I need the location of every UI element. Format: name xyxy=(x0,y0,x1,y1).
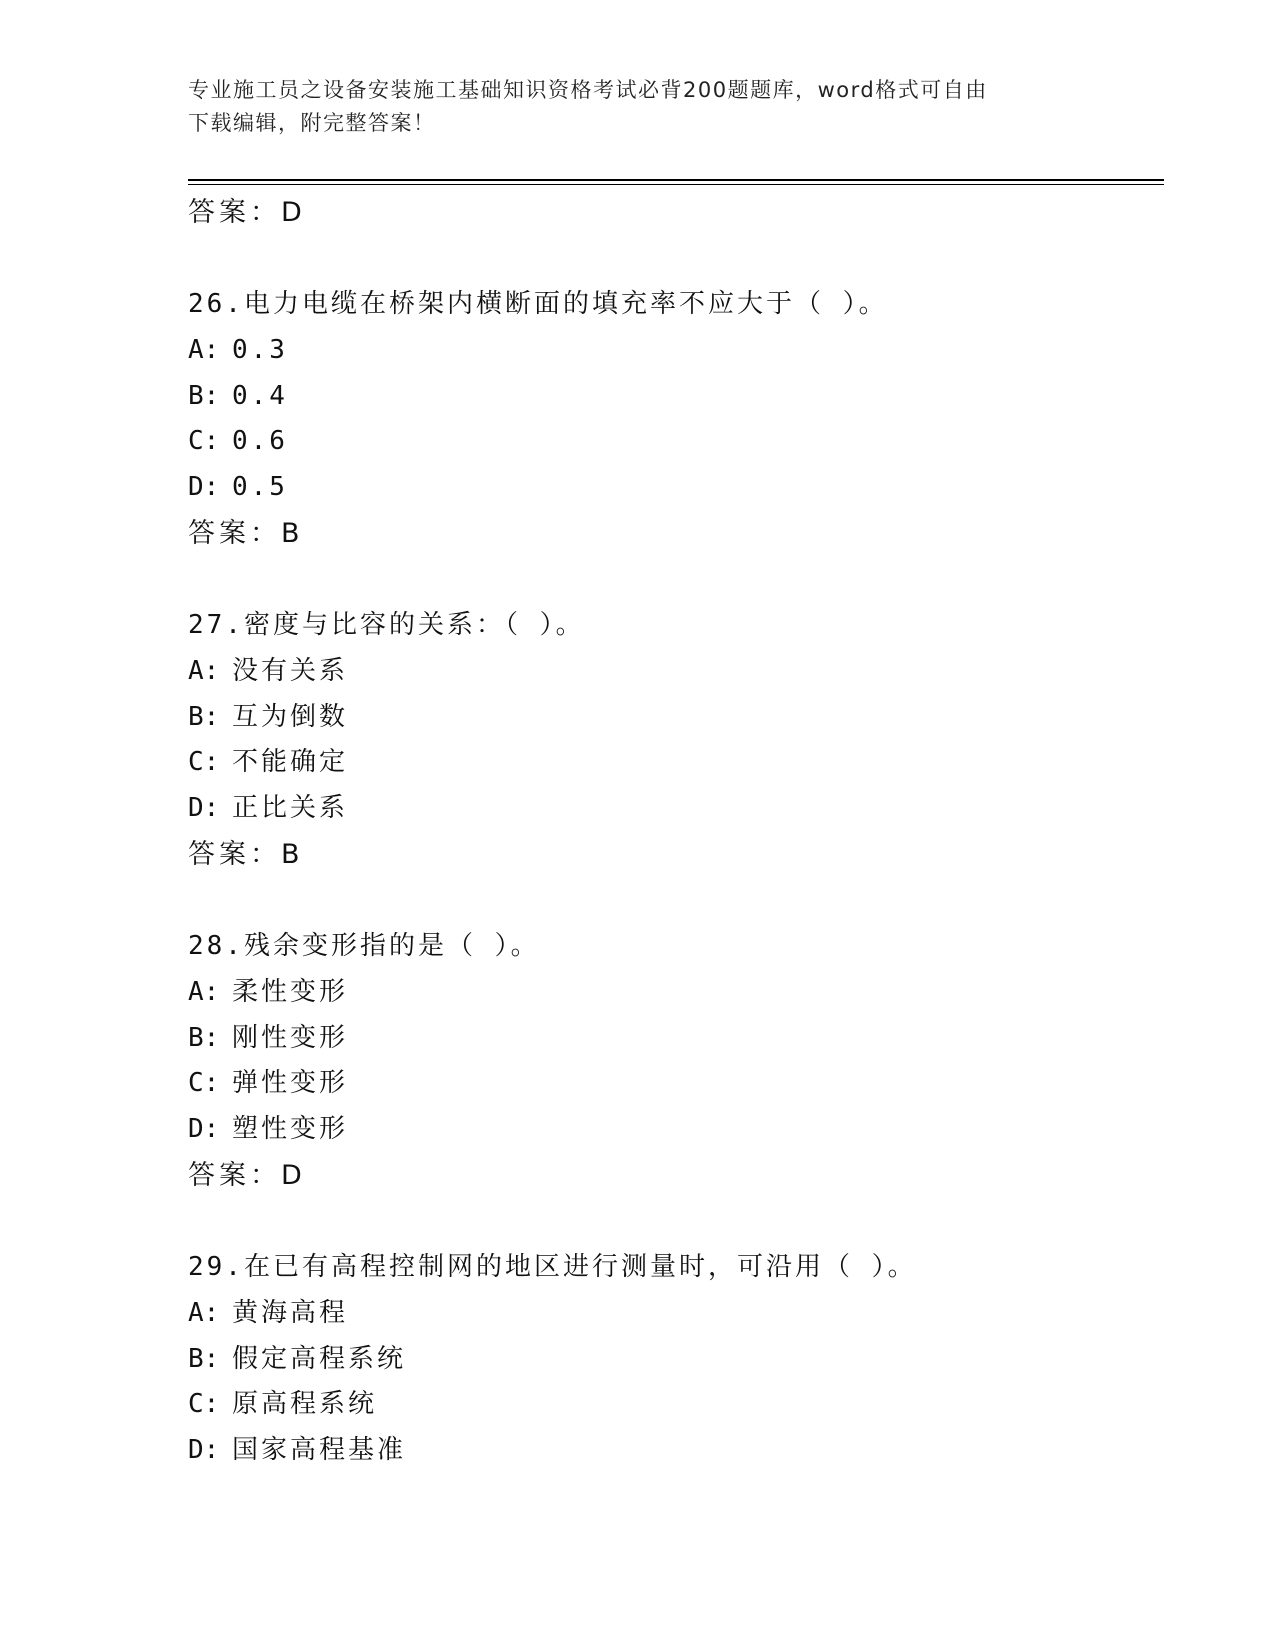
option-c xyxy=(188,740,1164,786)
header-line-2: 下载编辑，附完整答案！ xyxy=(188,111,436,135)
question-title: 28.残余变形指的是（ ）。 xyxy=(188,930,540,961)
question-title: 29.在已有高程控制网的地区进行测量时，可沿用（ ）。 xyxy=(188,1251,917,1282)
option-a xyxy=(188,328,1164,374)
option-key: A: xyxy=(188,1297,220,1328)
option-b xyxy=(188,1016,1164,1062)
option-text: 0.4 xyxy=(232,380,288,411)
option-a xyxy=(188,1291,1164,1337)
option-key: B: xyxy=(188,701,220,732)
option-text: 黄海高程 xyxy=(232,1297,349,1328)
option-key: D: xyxy=(188,472,220,503)
option-b xyxy=(188,1337,1164,1383)
option-key: B: xyxy=(188,1343,220,1374)
option-c xyxy=(188,1382,1164,1428)
option-a xyxy=(188,970,1164,1016)
question-block xyxy=(188,603,1164,877)
option-key: A: xyxy=(188,655,220,686)
option-b xyxy=(188,695,1164,741)
answer-line xyxy=(188,1153,1164,1198)
option-text: 柔性变形 xyxy=(232,976,349,1007)
question-block xyxy=(188,924,1164,1198)
answer-label: 答案： xyxy=(188,517,281,549)
option-text: 没有关系 xyxy=(232,655,349,686)
option-key: C: xyxy=(188,747,220,778)
option-key: D: xyxy=(188,1114,220,1145)
option-text: 国家高程基准 xyxy=(232,1435,407,1466)
option-key: B: xyxy=(188,380,220,411)
question-block xyxy=(188,282,1164,556)
option-text: 互为倒数 xyxy=(232,701,349,732)
option-text: 0.5 xyxy=(232,472,288,503)
option-b xyxy=(188,374,1164,420)
answer-label: 答案： xyxy=(188,1159,281,1191)
option-text: 不能确定 xyxy=(232,747,349,778)
option-text: 刚性变形 xyxy=(232,1022,349,1053)
option-a xyxy=(188,649,1164,695)
question-title: 27.密度与比容的关系：（ ）。 xyxy=(188,609,585,640)
answer-value: D xyxy=(281,1159,303,1191)
question-block xyxy=(188,1245,1164,1474)
option-c xyxy=(188,419,1164,465)
option-key: D: xyxy=(188,793,220,824)
answer-value: B xyxy=(281,838,301,870)
option-key: A: xyxy=(188,334,220,365)
answer-line xyxy=(188,190,1164,235)
spacer xyxy=(188,877,1164,924)
option-d xyxy=(188,1107,1164,1153)
option-key: C: xyxy=(188,1068,220,1099)
option-text: 0.6 xyxy=(232,426,288,457)
option-text: 0.3 xyxy=(232,334,288,365)
option-d xyxy=(188,1428,1164,1474)
option-text: 塑性变形 xyxy=(232,1114,349,1145)
option-key: D: xyxy=(188,1435,220,1466)
option-key: C: xyxy=(188,426,220,457)
header-line-1: 专业施工员之设备安装施工基础知识资格考试必背200题题库，word格式可自由 xyxy=(188,78,988,102)
answer-line xyxy=(188,832,1164,877)
answer-value: B xyxy=(281,517,301,549)
question-title: 26.电力电缆在桥架内横断面的填充率不应大于（ ）。 xyxy=(188,289,888,319)
option-text: 正比关系 xyxy=(232,793,349,824)
document-header xyxy=(188,74,1088,140)
option-key: A: xyxy=(188,976,220,1007)
option-c xyxy=(188,1061,1164,1107)
option-d xyxy=(188,786,1164,832)
option-d xyxy=(188,465,1164,511)
answer-label: 答案： xyxy=(188,838,281,870)
option-text: 假定高程系统 xyxy=(232,1343,407,1374)
option-key: C: xyxy=(188,1389,220,1420)
spacer xyxy=(188,235,1164,282)
option-text: 弹性变形 xyxy=(232,1068,349,1099)
spacer xyxy=(188,556,1164,603)
answer-value: D xyxy=(281,197,303,228)
question-list xyxy=(188,190,1164,1474)
option-key: B: xyxy=(188,1022,220,1053)
answer-line xyxy=(188,511,1164,556)
header-divider-thick xyxy=(188,179,1164,181)
answer-label: 答案： xyxy=(188,197,281,228)
spacer xyxy=(188,1198,1164,1245)
header-divider-thin xyxy=(188,184,1164,185)
option-text: 原高程系统 xyxy=(232,1389,378,1420)
